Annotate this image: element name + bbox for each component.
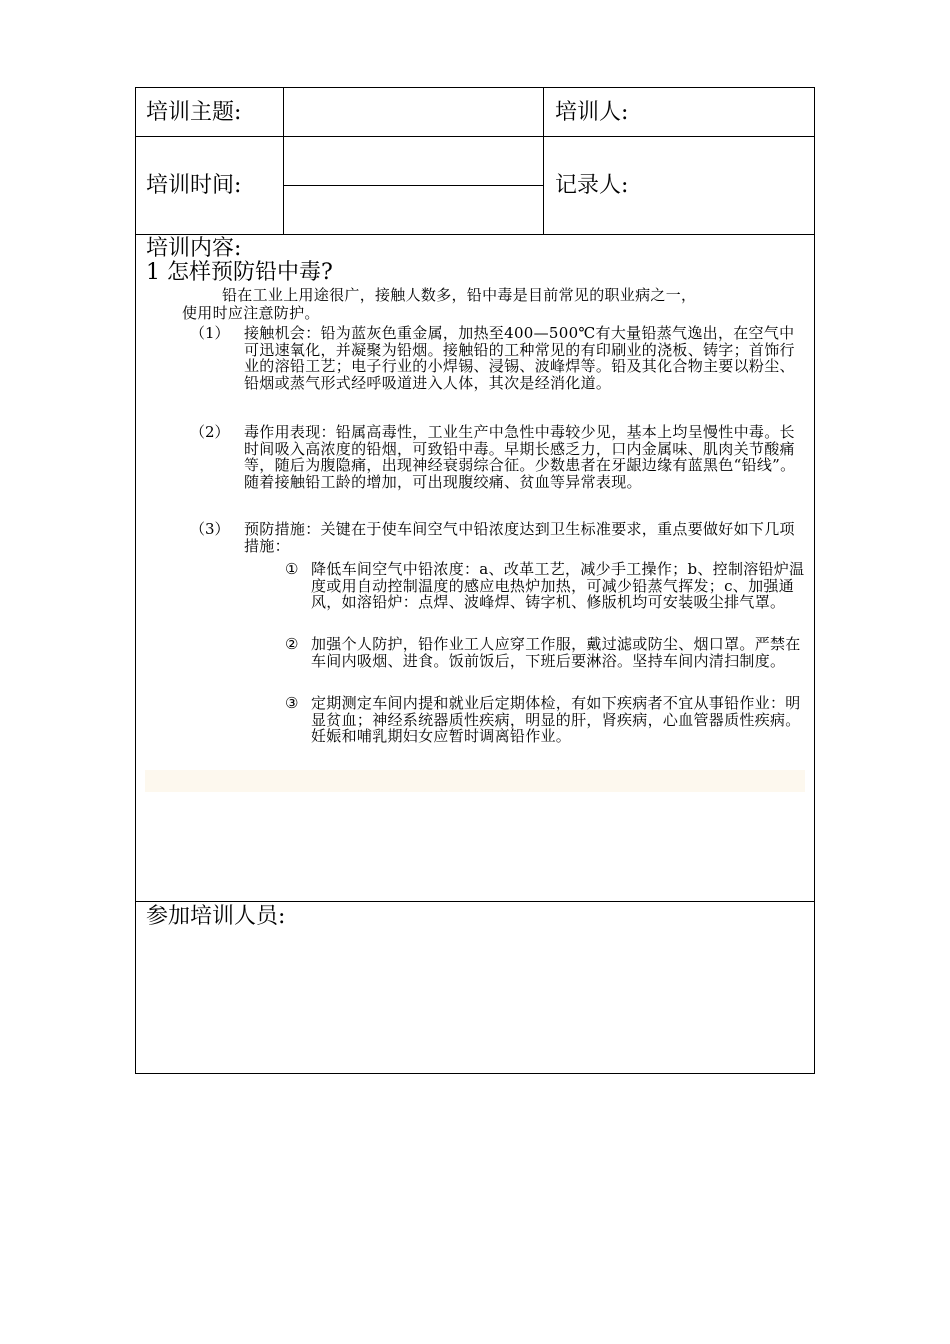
recorder-label: 记录人:: [555, 173, 629, 198]
content-label: 培训内容:: [146, 236, 242, 261]
intro-line-2: 使用时应注意防护。: [182, 304, 320, 322]
measure-text-1: 降低车间空气中铅浓度：a、改革工艺，减少手工操作；b、控制溶铅炉温度或用自动控制温度的感应电热炉加热，可减少铅蒸气挥发；c、加强通风，如溶铅炉：点焊、波峰焊、铸字机、修版机均可安装吸尘排气罩。: [311, 560, 805, 611]
participants-label: 参加培训人员:: [146, 904, 286, 929]
measure-text-2: 加强个人防护，铅作业工人应穿工作服，戴过滤或防尘、烟口罩。严禁在车间内吸烟、进食。饭前饭后，下班后要淋浴。坚持车间内清扫制度。: [311, 635, 801, 670]
topic-label: 培训主题:: [146, 100, 242, 125]
col-divider-1: [283, 87, 284, 234]
item-number-3: （3）: [190, 520, 230, 538]
intro-line-1: 铅在工业上用途很广，接触人数多，铅中毒是目前常见的职业病之一，: [222, 286, 697, 304]
measure-number-3: ③: [285, 694, 299, 712]
row-divider-2: [135, 234, 815, 235]
item-text-1: 接触机会：铅为蓝灰色重金属，加热至400—500℃有大量铅蒸气逸出，在空气中可迅速氧化，并凝聚为铅烟。接触铅的工种常见的有印刷业的浇板、铸字；首饰行业的溶铅工艺；电子行业的小焊锡、浸锡、波峰焊等。铅及其化合物主要以粉尘、铅烟或蒸气形式经呼吸道进入人体，其次是经消化道。: [244, 324, 795, 392]
measure-number-1: ①: [285, 560, 299, 578]
content-heading: 1 怎样预防铅中毒?: [146, 260, 333, 285]
measure-text-3: 定期测定车间内提和就业后定期体检，有如下疾病者不宜从事铅作业：明显贫血；神经系统器质性疾病，明显的肝，肾疾病，心血管器质性疾病。妊娠和哺乳期妇女应暂时调离铅作业。: [311, 694, 801, 745]
col-divider-2: [543, 87, 544, 234]
highlight-band: [145, 770, 805, 792]
item-number-1: （1）: [190, 324, 230, 342]
item-number-2: （2）: [190, 423, 230, 441]
row-divider-3: [135, 901, 815, 902]
item-text-3: 预防措施：关键在于使车间空气中铅浓度达到卫生标准要求，重点要做好如下几项措施：: [244, 520, 795, 555]
trainer-label: 培训人:: [555, 100, 629, 125]
row-divider-1: [135, 136, 815, 137]
item-text-2: 毒作用表现：铅属高毒性，工业生产中急性中毒较少见，基本上均呈慢性中毒。长时间吸入高浓度的铅烟，可致铅中毒。早期长感乏力，口内金属味、肌肉关节酸痛等，随后为腹隐痛，出现神经衰弱综合征。少数患者在牙龈边缘有蓝黑色“铅线”。随着接触铅工龄的增加，可出现腹绞痛、贫血等异常表现。: [244, 423, 796, 491]
time-label: 培训时间:: [146, 173, 242, 198]
measure-number-2: ②: [285, 635, 299, 653]
time-cell-divider: [283, 185, 543, 186]
